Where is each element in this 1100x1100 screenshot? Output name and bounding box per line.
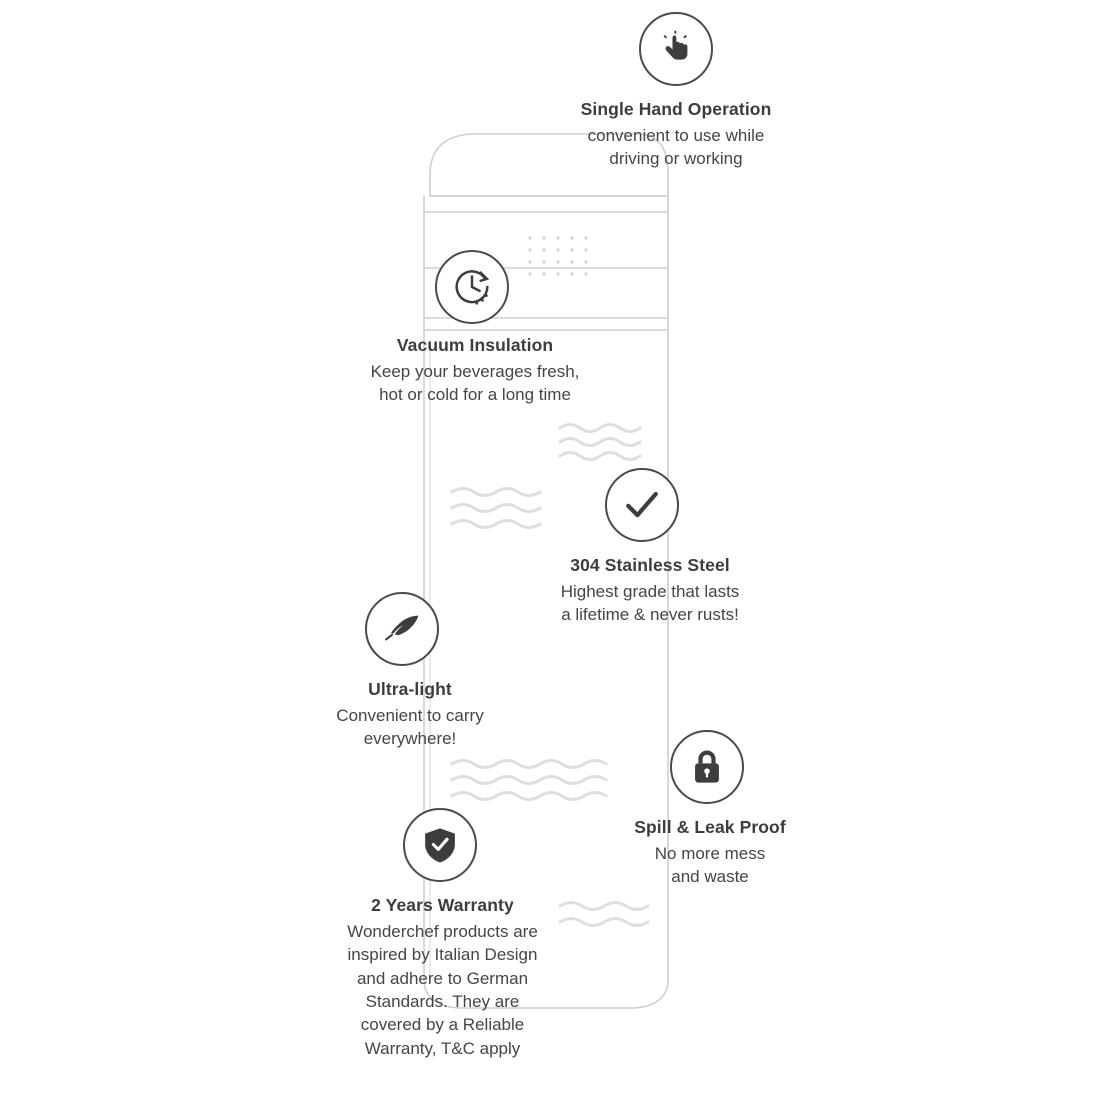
desc-line: everywhere!: [363, 729, 457, 749]
lock-icon: [670, 730, 744, 804]
hand-touch-icon: [639, 12, 713, 86]
feature-2-years-warranty: [300, 808, 585, 1060]
feature-description: [500, 580, 800, 627]
feature-description: [595, 842, 825, 889]
feature-title: Ultra-light: [368, 679, 452, 699]
desc-line: driving or working: [609, 149, 743, 169]
feature-title: 304 Stainless Steel: [570, 555, 730, 575]
feature-title: Vacuum Insulation: [396, 335, 554, 355]
desc-line: and waste: [671, 867, 749, 887]
desc-line: Standards. They are: [365, 991, 520, 1011]
feather-icon: [365, 592, 439, 666]
desc-line: covered by a Reliable: [360, 1015, 525, 1035]
shield-check-icon: [403, 808, 477, 882]
feature-title: Spill & Leak Proof: [634, 817, 786, 837]
feature-ultra-light: [290, 592, 530, 751]
feature-title: 2 Years Warranty: [371, 895, 514, 915]
desc-line: Keep your beverages fresh,: [370, 361, 580, 381]
check-icon: [605, 468, 679, 542]
feature-description: [290, 704, 530, 751]
desc-line: Highest grade that lasts: [560, 581, 740, 601]
desc-line: convenient to use while: [587, 125, 765, 145]
desc-line: a lifetime & never rusts!: [561, 605, 739, 625]
desc-line: inspired by Italian Design: [347, 945, 538, 965]
clock-icon: [435, 250, 509, 324]
desc-line: hot or cold for a long time: [379, 385, 571, 405]
desc-line: and adhere to German: [356, 968, 529, 988]
desc-line: Wonderchef products are: [347, 921, 538, 941]
desc-line: Warranty, T&C apply: [364, 1038, 521, 1058]
feature-description: [300, 360, 650, 407]
feature-spill-and-leak-proof: [595, 730, 825, 889]
feature-description: [506, 124, 846, 171]
feature-single-hand-operation: [506, 12, 846, 171]
desc-line: No more mess: [654, 843, 766, 863]
feature-304-stainless-steel: [500, 468, 800, 627]
desc-line: Convenient to carry: [336, 705, 484, 725]
feature-title: Single Hand Operation: [580, 99, 772, 119]
feature-description: [300, 920, 585, 1061]
feature-vacuum-insulation: [300, 250, 650, 407]
